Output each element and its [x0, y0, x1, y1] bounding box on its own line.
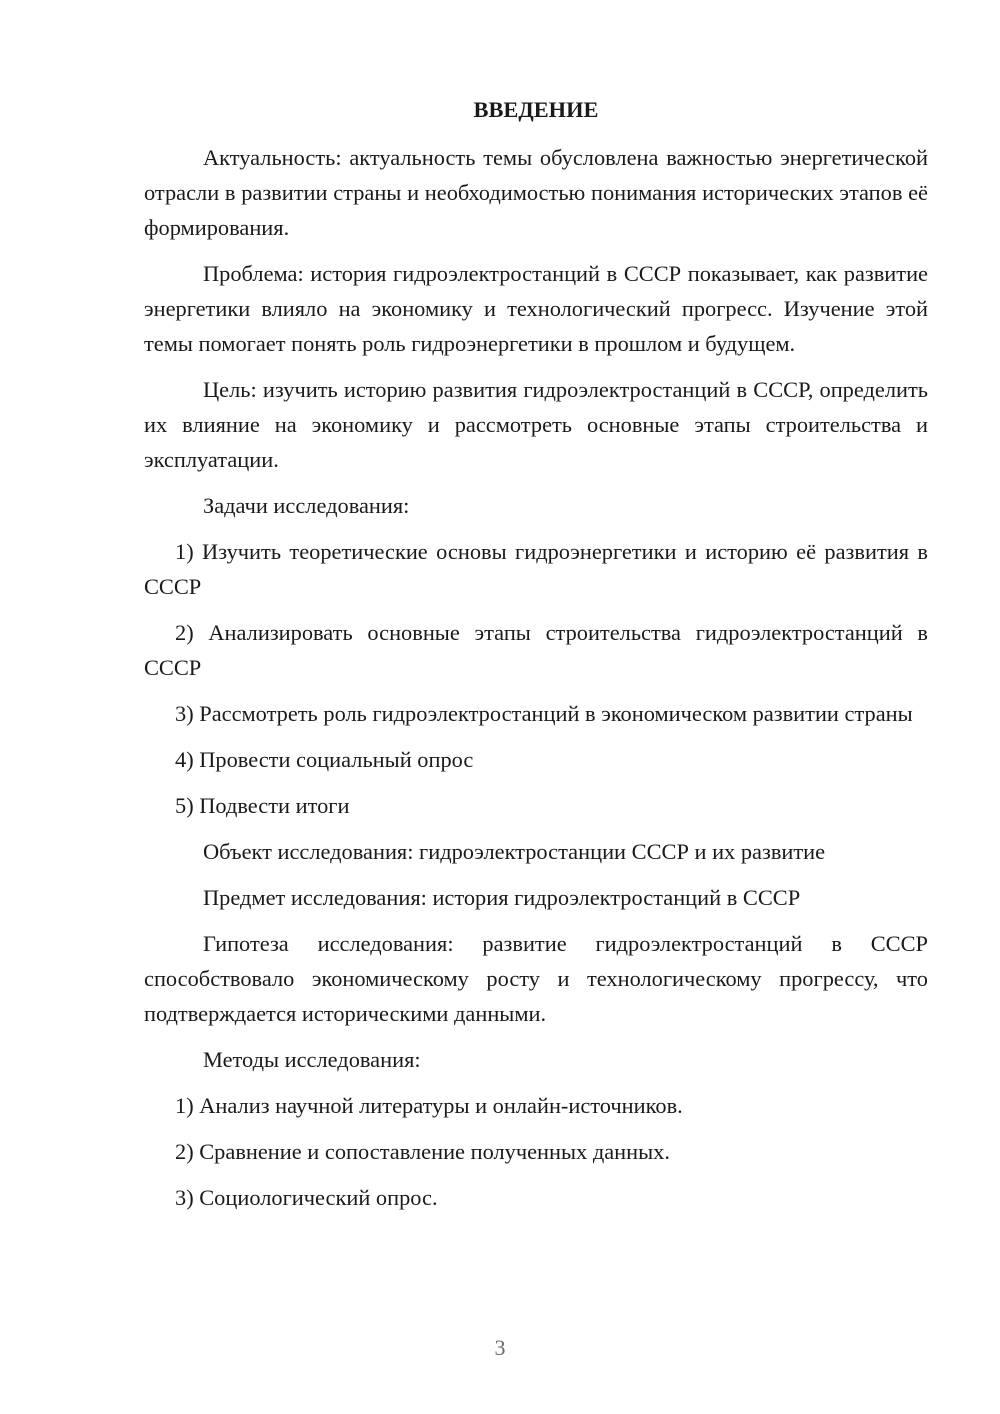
page-content [144, 92, 928, 1226]
method-item: 2) Сравнение и сопоставление полученных данных. [175, 1139, 670, 1164]
methods-heading: Методы исследования: [203, 1047, 421, 1072]
relevance-paragraph: Актуальность: актуальность темы обусловлена важностью энергетической отрасли в развитии страны и необходимостью понимания исторических этапов её формирования. [144, 145, 928, 240]
subject-paragraph: Предмет исследования: история гидроэлектростанций в СССР [203, 885, 801, 910]
hypothesis-paragraph: Гипотеза исследования: развитие гидроэлектростанций в СССР способствовало экономическому росту и технологическому прогрессу, что подтверждается историческими данными. [144, 931, 928, 1026]
task-item: 3) Рассмотреть роль гидроэлектростанций в экономическом развитии страны [175, 701, 913, 726]
problem-paragraph: Проблема: история гидроэлектростанций в СССР показывает, как развитие энергетики влияло на экономику и технологический прогресс. Изучение этой темы помогает понять роль гидроэнергетики в прошлом и будущем. [144, 261, 928, 356]
task-item: 1) Изучить теоретические основы гидроэнергетики и историю её развития в СССР [144, 539, 928, 599]
method-item: 3) Социологический опрос. [175, 1185, 438, 1210]
task-item: 5) Подвести итоги [175, 793, 350, 818]
method-item: 1) Анализ научной литературы и онлайн-источников. [175, 1093, 683, 1118]
tasks-heading: Задачи исследования: [203, 493, 410, 518]
task-item: 4) Провести социальный опрос [175, 747, 474, 772]
goal-paragraph: Цель: изучить историю развития гидроэлектростанций в СССР, определить их влияние на экономику и рассмотреть основные этапы строительства и эксплуатации. [144, 377, 928, 472]
section-title: ВВЕДЕНИЕ [473, 97, 599, 122]
object-paragraph: Объект исследования: гидроэлектростанции СССР и их развитие [203, 839, 826, 864]
page-number: 3 [494, 1335, 506, 1360]
task-item: 2) Анализировать основные этапы строительства гидроэлектростанций в СССР [144, 620, 928, 680]
